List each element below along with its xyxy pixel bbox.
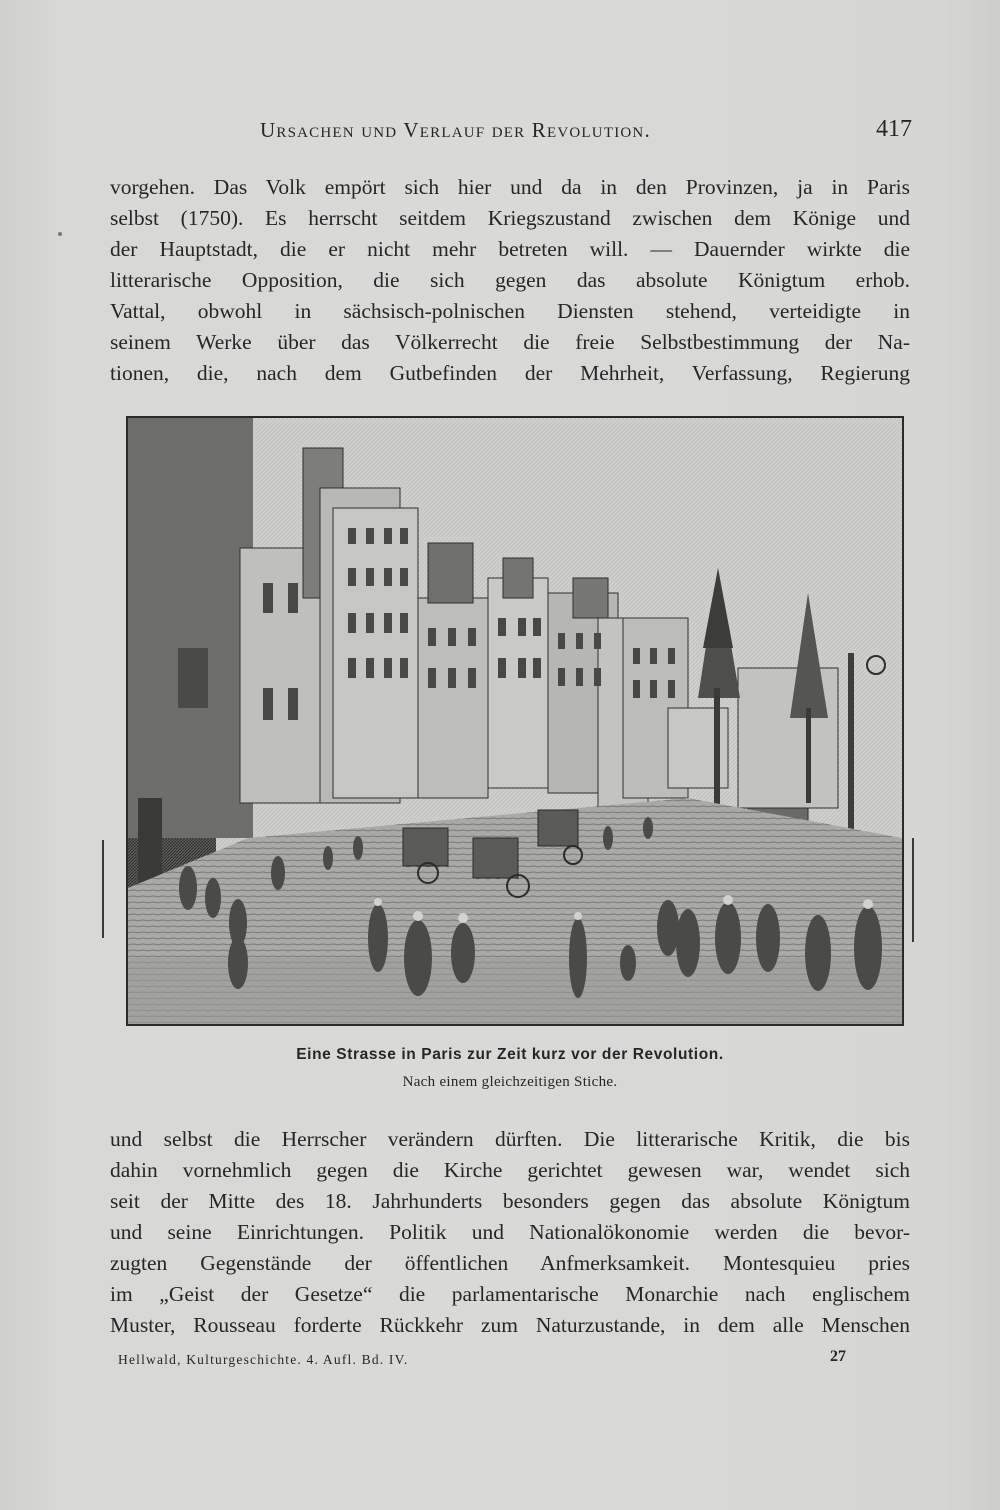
margin-rule-left — [102, 840, 104, 938]
margin-dot — [58, 232, 62, 236]
page-footer — [118, 1350, 918, 1372]
text-line: dahin vornehmlich gegen die Kirche gerichtet gewesen war, wendet sich — [110, 1158, 910, 1182]
engraving-illustration — [126, 416, 904, 1026]
running-title: Ursachen und Verlauf der Revolution. — [260, 118, 651, 142]
page-number: 417 — [876, 116, 912, 142]
paragraph-before-figure — [110, 172, 910, 389]
signature-mark: 27 — [830, 1348, 846, 1365]
text-line: zugten Gegenstände der öffentlichen Anfmerksamkeit. Montesquieu pries — [110, 1251, 910, 1275]
text-line: seit der Mitte des 18. Jahrhunderts besonders gegen das absolute Königtum — [110, 1189, 910, 1213]
figure-caption: Eine Strasse in Paris zur Zeit kurz vor der Revolution. — [296, 1046, 724, 1063]
text-line: Vattal, obwohl in sächsisch-polnischen Diensten stehend, verteidigte in — [110, 299, 910, 323]
text-line: seinem Werke über das Völkerrecht die freie Selbstbestimmung der Na- — [110, 330, 910, 354]
paragraph-after-figure — [110, 1124, 910, 1341]
text-line: im „Geist der Gesetze“ die parlamentarische Monarchie nach englischem — [110, 1282, 910, 1306]
text-line: litterarische Opposition, die sich gegen das absolute Königtum erhob. — [110, 268, 910, 292]
figure-subcaption: Nach einem gleichzeitigen Stiche. — [402, 1074, 618, 1090]
text-line: tionen, die, nach dem Gutbefinden der Mehrheit, Verfassung, Regierung — [110, 361, 910, 385]
margin-rule-right — [912, 838, 914, 942]
text-line: Muster, Rousseau forderte Rückkehr zum Naturzustande, in dem alle Menschen — [110, 1313, 910, 1337]
text-line: der Hauptstadt, die er nicht mehr betreten will. — Dauernder wirkte die — [110, 237, 910, 261]
running-head — [110, 118, 910, 148]
text-line: vorgehen. Das Volk empört sich hier und da in den Provinzen, ja in Paris — [110, 175, 910, 199]
street-scene-engraving — [128, 418, 902, 1024]
text-line: und seine Einrichtungen. Politik und Nationalökonomie werden die bevor- — [110, 1220, 910, 1244]
footer-citation: Hellwald, Kulturgeschichte. 4. Aufl. Bd. IV. — [118, 1352, 409, 1367]
text-line: selbst (1750). Es herrscht seitdem Kriegszustand zwischen dem Könige und — [110, 206, 910, 230]
text-line: und selbst die Herrscher verändern dürften. Die litterarische Kritik, die bis — [110, 1127, 910, 1151]
